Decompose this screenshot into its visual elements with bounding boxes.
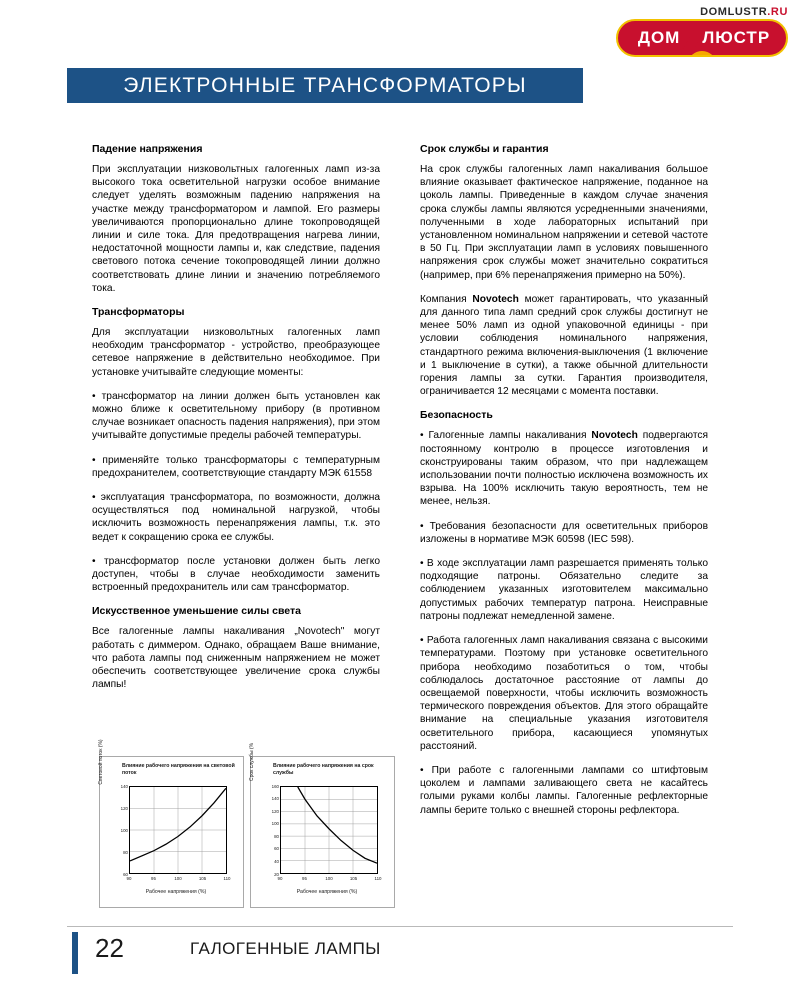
section-heading-lifetime: Срок службы и гарантия [420, 143, 549, 155]
x-tick-label: 90 [126, 876, 132, 881]
logo-wordmark [618, 28, 788, 48]
paragraph-dimming: Все галогенные лампы накаливания „Novotech" могут работать с диммером. Однако, обращаем Ваше внимание, что работа лампы под сниженным напряжением не может обеспечить соответствующее увеличение срока службы лампы! [92, 626, 380, 691]
footer-accent-bar [72, 932, 78, 974]
y-tick-label: 140 [120, 783, 128, 789]
section-heading-transformers: Трансформаторы [92, 306, 185, 319]
y-tick-label: 100 [271, 821, 279, 827]
chart-2-ylabel: Срок службы (% [249, 742, 255, 782]
chart-1-ylabel: Световой поток (%) [98, 739, 104, 785]
footer-divider [67, 926, 733, 927]
safety-text-post: подвергаются постоянному контролю в процессе изготовления и сконструированы таким образом, что при надлежащем использовании почти полностью исключена возможность их взрыва. На 100% исключить такую вероятность, тем не менее, нельзя. [420, 430, 708, 508]
y-tick-label: 140 [271, 796, 279, 802]
site-logo[interactable] [616, 6, 788, 58]
right-column [420, 143, 708, 828]
chart-service-life [249, 742, 395, 908]
chart-1-yticks [100, 783, 128, 877]
chart-1-xticks [126, 876, 231, 885]
chart-1-plot [129, 786, 227, 874]
chart-1-title: Влияние рабочего напряжения на световой поток [122, 763, 235, 776]
brand-novotech-2: Novotech [591, 430, 638, 442]
x-tick-label: 90 [277, 876, 283, 881]
paragraph-lifetime: На срок службы галогенных ламп накаливания большое влияние оказывает фактическое напряжение, поданное на цоколь лампы. Приведенные в каждом случае значения срока службы лампы являются усредненными значениями, полученными в ходе лабораторных испытаний при установленном номинальном напряжении и сетевой частоте в 50 Гц. При эксплуатации ламп в условиях повышенного напряжения срок службы может значительно сократиться (например, при 6% перенапряжения примерно на 50%). [420, 164, 708, 281]
x-tick-label: 105 [198, 876, 207, 881]
section-heading-dimming: Искусственное уменьшение силы света [92, 605, 301, 618]
bullet-handling: • При работе с галогенными лампами со штифтовым цоколем и лампами заливающего света не касайтесь голыми руками колбы лампы. Галогенные рефлекторные лампы берите только с внешней стороны рефлектора. [420, 764, 708, 816]
paragraph-voltage-drop: При эксплуатации низковольтных галогенных ламп из-за высокого тока осветительной нагрузки особое внимание следует уделять возможным падению напряжения на участке между трансформатором и лампой. Его размеры увеличиваются пропорционально длине токопроводящей линии и силе тока. Для предотвращения нагрева линии, недостаточной мощности лампы и, как следствие, падения светового потока сечение токопроводящей линии должно соответствовать длине линии и значению потребляемого тока. [92, 164, 380, 294]
chart-1-svg [130, 787, 226, 873]
chart-2-yticks [251, 783, 279, 877]
x-tick-label: 95 [302, 876, 307, 881]
left-column [92, 143, 380, 703]
logo-badge [616, 19, 788, 57]
chart-1-xlabel: Рабочее напряжения (%) [145, 889, 207, 895]
bullet-sockets: • В ходе эксплуатации ламп разрешается применять только подходящие патроны. Обязательно следите за соблюдением указанных изготовителем максимально допустимых рабочих температур патрона. Неисправные патроны подлежат немедленной замене. [420, 558, 708, 622]
article-banner [67, 68, 583, 103]
guarantee-text-pre: Компания [420, 293, 473, 305]
chart-2-svg [281, 787, 377, 873]
logo-word-left: ДОМ [637, 28, 681, 47]
x-tick-label: 95 [151, 876, 156, 881]
x-tick-label: 100 [174, 876, 182, 881]
paragraph-guarantee [420, 293, 708, 399]
page-number: 22 [95, 933, 124, 963]
guarantee-text-post: может гарантировать, что указанный для данного типа ламп средний срок службы достигнут не менее 50% ламп из одной упаковочной единицы - при условии соблюдения номинального напряжения, стандартного режима включения-выключения (1 включение и 1 выключение в сутки), а также обычной длительности горения лампы за сутки. Гарантия производителя, ограничивается 12 месяцами с момента поставки. [420, 293, 709, 398]
logo-word-right: ЛЮСТР [702, 28, 771, 47]
bullet-standards: • Требования безопасности для осветительных приборов изложены в нормативе МЭК 60598 (IEC 598). [420, 520, 708, 545]
chart-1-grid [130, 787, 226, 873]
y-tick-label: 80 [123, 849, 128, 855]
brand-novotech: Novotech [472, 293, 519, 305]
y-tick-label: 40 [274, 858, 279, 864]
bullet-temperature-distance: • Работа галогенных ламп накаливания связана с высокими температурами. Поэтому при установке осветительного прибора необходимо позаботиться о том, чтобы соблюдалось достаточное расстояние от лампы до освещаемой поверхности, чтобы исключить возможность термического повреждения объектов. Для этого обращайте внимание на специальные указания изготовителя осветительного прибора, касающиеся упомянутых расстояний. [420, 635, 708, 752]
chart-2-grid [281, 787, 377, 873]
bullet-transformer-placement: • трансформатор на линии должен быть установлен как можно ближе к осветительному прибору (в противном случае возникает опасность падения напряжения), при этом учитывайте допустимые пределы рабочей температуры. [92, 390, 380, 442]
chart-luminous-flux [98, 739, 244, 908]
y-tick-label: 60 [123, 871, 128, 877]
y-tick-label: 100 [120, 827, 128, 833]
footer-section-title: ГАЛОГЕННЫЕ ЛАМПЫ [190, 939, 381, 958]
x-tick-label: 105 [349, 876, 358, 881]
x-tick-label: 110 [374, 876, 382, 881]
x-tick-label: 100 [325, 876, 333, 881]
y-tick-label: 160 [271, 783, 279, 789]
chart-2-plot [280, 786, 378, 874]
chart-2-xticks [277, 876, 382, 885]
section-heading-voltage-drop: Падение напряжения [92, 143, 203, 155]
chart-2-series [298, 787, 377, 863]
logo-domain-text [700, 6, 788, 18]
y-tick-label: 120 [271, 808, 279, 814]
bullet-nominal-load: • эксплуатация трансформатора, по возможности, должна осуществляться под номинальной нагрузкой, чтобы исключить возможность перенапряжения лампы, т.к. это ведет к сокращению срока ее службы. [92, 492, 380, 543]
chart-2-xlabel: Рабочее напряжения (%) [296, 889, 358, 895]
y-tick-label: 20 [274, 871, 279, 877]
paragraph-transformers: Для эксплуатации низковольтных галогенных ламп необходим трансформатор - устройство, преобразующее сетевое напряжение в действительно необходимое. При установке учитывайте следующие моменты: [92, 327, 380, 378]
charts-row [98, 739, 395, 908]
bullet-thermal-fuse: • применяйте только трансформаторы с температурным предохранителем, соответствующие стандарту МЭК 61558 [92, 454, 380, 479]
section-heading-safety: Безопасность [420, 409, 493, 422]
x-tick-label: 110 [223, 876, 231, 881]
safety-text-pre: • Галогенные лампы накаливания [420, 430, 592, 442]
y-tick-label: 60 [274, 846, 279, 852]
logo-domain-tld: .RU [767, 6, 788, 18]
bullet-accessibility: • трансформатор после установки должен быть легко доступен, чтобы в случае необходимости заменить встроенный предохранитель или сам трансформатор. [92, 555, 380, 594]
bullet-explosion-safety [420, 429, 708, 508]
chart-2-title: Влияние рабочего напряжения на срок службы [273, 763, 374, 776]
logo-domain-main: DOMLUSTR [700, 6, 768, 18]
y-tick-label: 80 [274, 833, 279, 839]
page-title: ЭЛЕКТРОННЫЕ ТРАНСФОРМАТОРЫ [123, 74, 527, 97]
y-tick-label: 120 [120, 805, 128, 811]
